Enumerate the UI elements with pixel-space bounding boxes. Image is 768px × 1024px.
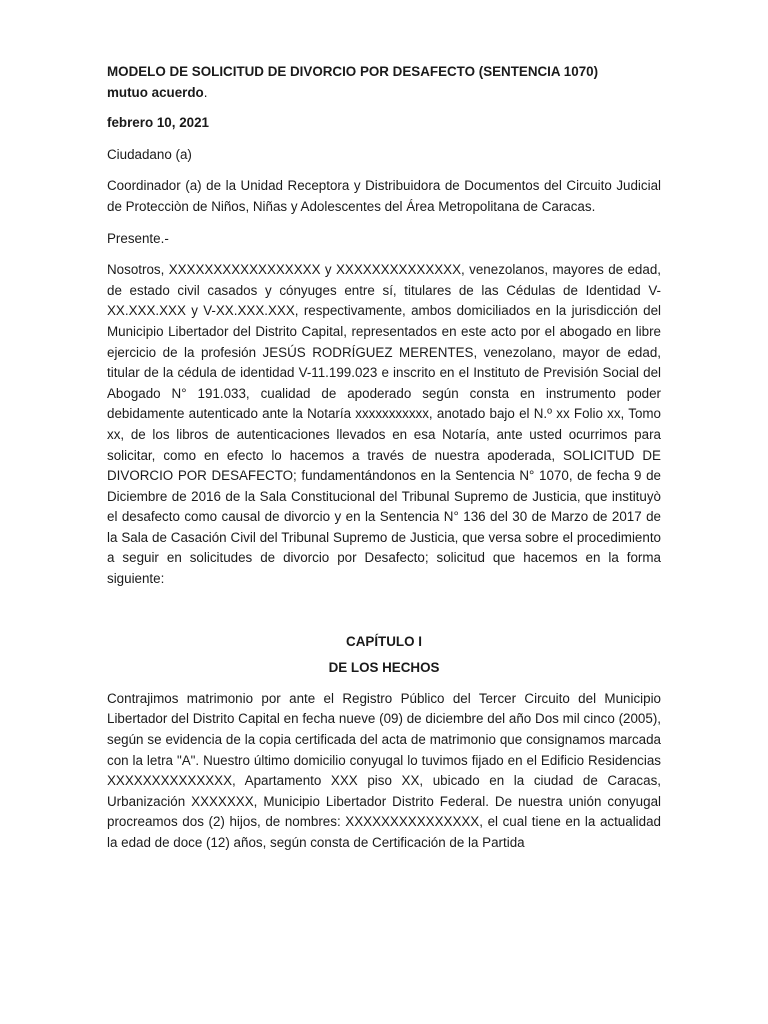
- salutation: Ciudadano (a): [107, 146, 192, 162]
- addressee-paragraph: Coordinador (a) de la Unidad Receptora y Distribuidora de Documentos del Circuito Judicial de Protecciòn de Niños, Niñas y Adolescentes del Área Metropolitana de Caracas.: [107, 178, 661, 214]
- document-page: [107, 62, 661, 854]
- document-title-tail-line: [107, 83, 661, 104]
- document-title: MODELO DE SOLICITUD DE DIVORCIO POR DESAFECTO (SENTENCIA 1070): [107, 64, 599, 79]
- document-title-tail: mutuo acuerdo: [107, 84, 204, 100]
- presente-line: Presente.-: [107, 230, 169, 246]
- document-title-tail-punct: .: [203, 84, 208, 100]
- section-heading: DE LOS HECHOS: [328, 660, 440, 676]
- document-date: febrero 10, 2021: [107, 115, 209, 131]
- body-paragraph: Nosotros, XXXXXXXXXXXXXXXXX y XXXXXXXXXXXXXX, venezolanos, mayores de edad, de estado civil casados y cónyuges entre sí, titulares de las Cédulas de Identidad V-XX.XXX.XXX y V-XX.XXX.XXX, respectivamente, ambos domiciliados en la jurisdicción del Municipio Libertador del Distrito Capital, representados en este acto por el abogado en libre ejercicio de la profesión JESÚS RODRÍGUEZ MERENTES, venezolano, mayor de edad, titular de la cédula de identidad V-11.199.023 e inscrito en el Instituto de Previsión Social del Abogado N° 191.033, cualidad de apoderado según consta en instrumento poder debidamente autenticado ante la Notaría xxxxxxxxxxx, anotado bajo el N.º xx Folio xx, Tomo xx, de los libros de autenticaciones llevados en esa Notaría, ante usted ocurrimos para solicitar, como en efecto lo hacemos a través de nuestra apoderada, SOLICITUD DE DIVORCIO POR DESAFECTO; fundamentándonos en la Sentencia N° 1070, de fecha 9 de Diciembre de 2016 de la Sala Constitucional del Tribunal Supremo de Justicia, que instituyò el desafecto como causal de divorcio y en la Sentencia N° 136 del 30 de Marzo de 2017 de la Sala de Casación Civil del Tribunal Supremo de Justicia, que versa sobre el procedimiento a seguir en solicitudes de divorcio por Desafecto; solicitud que hacemos en la forma siguiente:: [107, 262, 661, 587]
- chapter-heading: CAPÍTULO I: [346, 633, 422, 649]
- facts-paragraph: Contrajimos matrimonio por ante el Registro Público del Tercer Circuito del Municipio Libertador del Distrito Capital en fecha nueve (09) de diciembre del año Dos mil cinco (2005), según se evidencia de la copia certificada del acta de matrimonio que consignamos marcada con la letra "A". Nuestro último domicilio conyugal lo tuvimos fijado en el Edificio Residencias XXXXXXXXXXXXXX, Apartamento XXX piso XX, ubicado en la ciudad de Caracas, Urbanización XXXXXXX, Municipio Libertador Distrito Federal. De nuestra unión conyugal procreamos dos (2) hijos, de nombres: XXXXXXXXXXXXXXX, el cual tiene en la actualidad la edad de doce (12) años, según consta de Certificación de la Partida: [107, 690, 661, 850]
